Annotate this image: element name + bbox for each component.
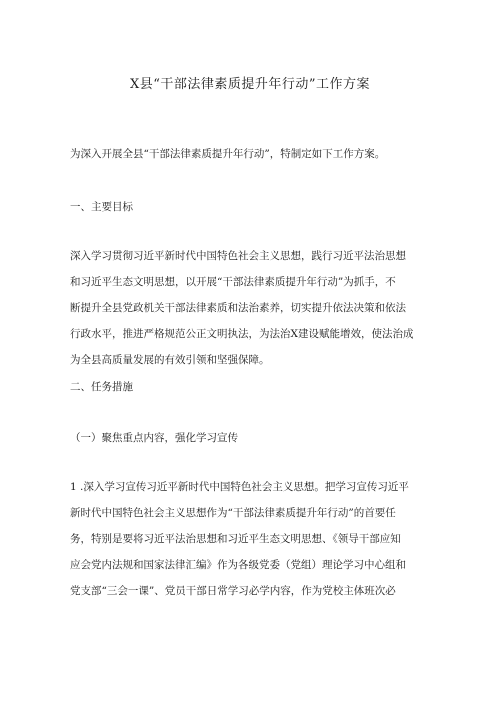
text-line: 1 .深入学习宣传习近平新时代中国特色社会主义思想。把学习宣传习近平 bbox=[70, 481, 409, 493]
document-title: X县“干部法律素质提升年行动”工作方案 bbox=[129, 77, 371, 92]
text-line: 和习近平生态文明思想，以开展“干部法律素质提升年行动”为抓手，不 bbox=[70, 276, 396, 288]
section-heading-tasks: 二、任务措施 bbox=[70, 381, 133, 393]
section1-paragraph bbox=[70, 243, 436, 373]
text-line: 务，特别是要将习近平法治思想和习近平生态文明思想、《领导干部应知 bbox=[70, 533, 401, 545]
text-line: 为全县高质量发展的有效引领和坚强保障。 bbox=[70, 354, 270, 366]
text-line: 党支部“三会一课”、党员干部日常学习必学内容，作为党校主体班次必 bbox=[70, 585, 396, 597]
subsection-heading-study-promotion: （一）聚焦重点内容，强化学习宣传 bbox=[70, 432, 238, 444]
text-line: 应会党内法规和国家法律汇编》作为各级党委（党组）理论学习中心组和 bbox=[70, 559, 406, 571]
text-line: 断提升全县党政机关干部法律素质和法治素养，切实提升依法决策和依法 bbox=[70, 302, 406, 314]
text-line: 深入学习贯彻习近平新时代中国特色社会主义思想，践行习近平法治思想 bbox=[70, 250, 406, 262]
intro-paragraph: 为深入开展全县“干部法律素质提升年行动”，特制定如下工作方案。 bbox=[70, 148, 386, 160]
item1-paragraph bbox=[70, 474, 436, 604]
text-line: 新时代中国特色社会主义思想作为“干部法律素质提升年行动”的首要任 bbox=[70, 507, 396, 519]
text-line: 行政水平，推进严格规范公正文明执法，为法治X建设赋能增效，使法治成 bbox=[70, 328, 414, 340]
section-heading-main-goals: 一、主要目标 bbox=[70, 201, 133, 213]
